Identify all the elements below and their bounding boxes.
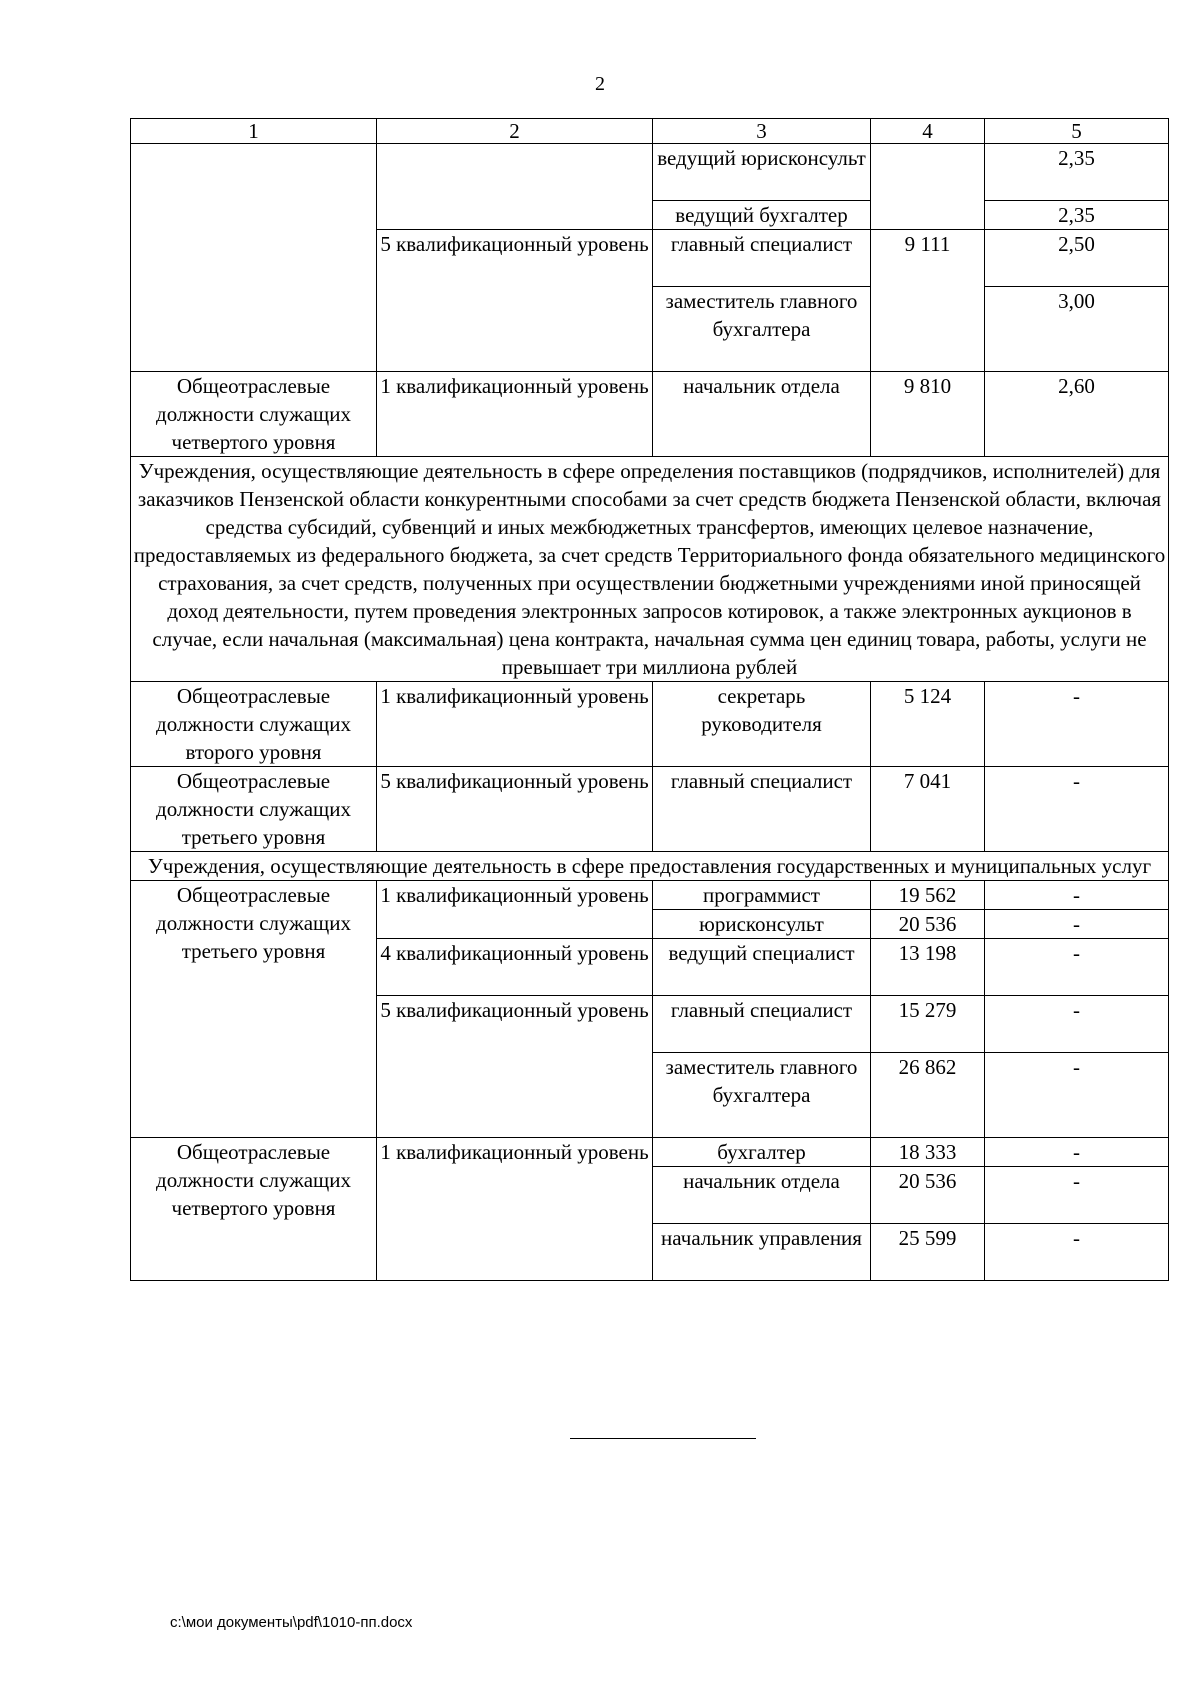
salary-cell: 9 810 (871, 372, 985, 457)
coefficient-cell: 2,60 (985, 372, 1169, 457)
position-cell: бухгалтер (653, 1138, 871, 1167)
position-cell: начальник управления (653, 1224, 871, 1281)
column-header: 1 (131, 119, 377, 144)
group-cell (131, 144, 377, 372)
position-cell: главный специалист (653, 230, 871, 287)
section-row (131, 457, 1169, 682)
position-cell: заместитель главного бухгалтера (653, 1053, 871, 1138)
level-cell: 5 квалификационный уровень (377, 230, 653, 372)
salary-cell: 13 198 (871, 939, 985, 996)
level-cell: 1 квалификационный уровень (377, 1138, 653, 1281)
position-cell: секретарь руководителя (653, 682, 871, 767)
table-row (131, 881, 1169, 910)
file-path-footer: c:\мои документы\pdf\1010-пп.docx (170, 1614, 413, 1631)
salary-cell: 15 279 (871, 996, 985, 1053)
coefficient-cell: - (985, 996, 1169, 1053)
group-cell: Общеотраслевые должности служащих второго уровня (131, 682, 377, 767)
level-cell (377, 144, 653, 230)
coefficient-cell: 2,35 (985, 144, 1169, 201)
page-number: 2 (595, 73, 605, 95)
position-cell: ведущий специалист (653, 939, 871, 996)
column-header: 3 (653, 119, 871, 144)
salary-cell: 20 536 (871, 910, 985, 939)
table-header-row (131, 119, 1169, 144)
section-title: Учреждения, осуществляющие деятельность в сфере предоставления государственных и муниципальных услуг (131, 852, 1169, 881)
coefficient-cell: 2,50 (985, 230, 1169, 287)
position-cell: заместитель главного бухгалтера (653, 287, 871, 372)
separator-line (570, 1438, 756, 1439)
position-cell: ведущий бухгалтер (653, 201, 871, 230)
group-cell: Общеотраслевые должности служащих третьего уровня (131, 881, 377, 1138)
column-header: 5 (985, 119, 1169, 144)
position-cell: главный специалист (653, 996, 871, 1053)
section-row (131, 852, 1169, 881)
position-cell: начальник отдела (653, 372, 871, 457)
level-cell: 1 квалификационный уровень (377, 372, 653, 457)
coefficient-cell: 3,00 (985, 287, 1169, 372)
level-cell: 5 квалификационный уровень (377, 996, 653, 1138)
level-cell: 5 квалификационный уровень (377, 767, 653, 852)
salary-cell: 25 599 (871, 1224, 985, 1281)
position-cell: юрисконсульт (653, 910, 871, 939)
salary-table (130, 118, 1169, 1281)
table-row (131, 1138, 1169, 1167)
table-row (131, 682, 1169, 767)
coefficient-cell: - (985, 910, 1169, 939)
coefficient-cell: - (985, 1224, 1169, 1281)
level-cell: 1 квалификационный уровень (377, 682, 653, 767)
column-header: 4 (871, 119, 985, 144)
table-row (131, 767, 1169, 852)
table-row (131, 144, 1169, 201)
coefficient-cell: - (985, 1053, 1169, 1138)
position-cell: ведущий юрисконсульт (653, 144, 871, 201)
position-cell: программист (653, 881, 871, 910)
salary-cell: 18 333 (871, 1138, 985, 1167)
position-cell: главный специалист (653, 767, 871, 852)
salary-cell: 26 862 (871, 1053, 985, 1138)
section-title: Учреждения, осуществляющие деятельность в сфере определения поставщиков (подрядчиков, исполнителей) для заказчиков Пензенской области конкурентными способами за счет средств бюджета Пензенской области, включая средства субсидий, субвенций и иных межбюджетных трансфертов, имеющих целевое назначение, предоставляемых из федерального бюджета, за счет средств Территориального фонда обязательного медицинского страхования, за счет средств, полученных при осуществлении бюджетными учреждениями иной приносящей доход деятельности, путем проведения электронных запросов котировок, а также электронных аукционов в случае, если начальная (максимальная) цена контракта, начальная сумма цен единиц товара, работы, услуги не превышает три миллиона рублей (131, 457, 1169, 682)
column-header: 2 (377, 119, 653, 144)
coefficient-cell: - (985, 1138, 1169, 1167)
coefficient-cell: - (985, 881, 1169, 910)
position-cell: начальник отдела (653, 1167, 871, 1224)
salary-cell: 7 041 (871, 767, 985, 852)
coefficient-cell: - (985, 939, 1169, 996)
salary-cell: 9 111 (871, 230, 985, 372)
salary-cell: 20 536 (871, 1167, 985, 1224)
table-row (131, 372, 1169, 457)
salary-cell: 5 124 (871, 682, 985, 767)
coefficient-cell: - (985, 1167, 1169, 1224)
level-cell: 4 квалификационный уровень (377, 939, 653, 996)
group-cell: Общеотраслевые должности служащих четвертого уровня (131, 372, 377, 457)
level-cell: 1 квалификационный уровень (377, 881, 653, 939)
salary-cell (871, 144, 985, 230)
salary-cell: 19 562 (871, 881, 985, 910)
group-cell: Общеотраслевые должности служащих четвертого уровня (131, 1138, 377, 1281)
coefficient-cell: 2,35 (985, 201, 1169, 230)
coefficient-cell: - (985, 767, 1169, 852)
group-cell: Общеотраслевые должности служащих третьего уровня (131, 767, 377, 852)
coefficient-cell: - (985, 682, 1169, 767)
